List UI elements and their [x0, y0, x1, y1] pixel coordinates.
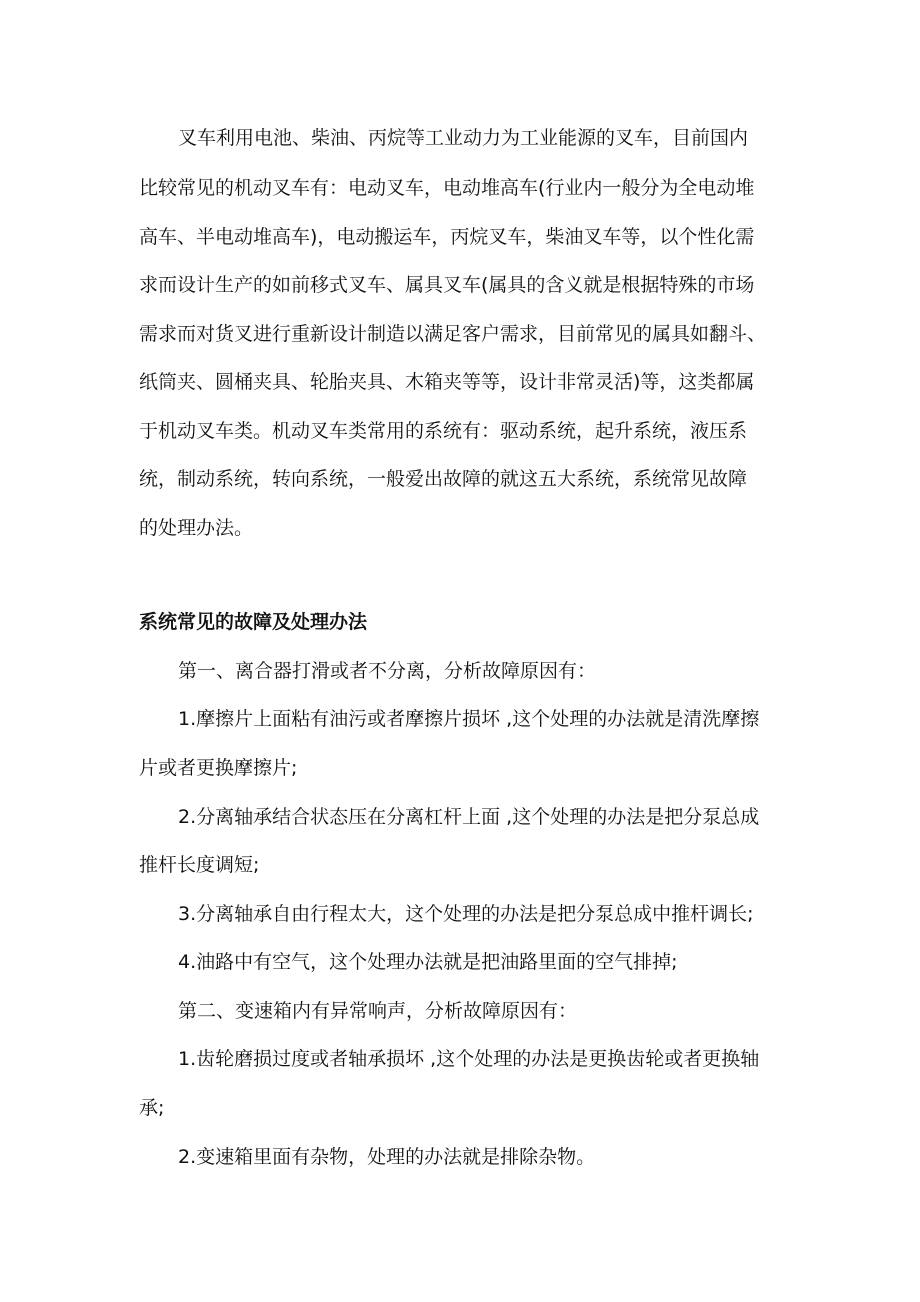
- intro-line: 统，制动系统，转向系统，一般爱出故障的就这五大系统，系统常见故障: [139, 468, 748, 490]
- intro-line: 高车、半电动堆高车)，电动搬运车，丙烷叉车，柴油叉车等，以个性化需: [139, 226, 755, 248]
- body-line: 2.变速箱里面有杂物，处理的办法就是排除杂物。: [178, 1146, 596, 1168]
- intro-line: 叉车利用电池、柴油、丙烷等工业动力为工业能源的叉车，目前国内: [178, 127, 749, 149]
- intro-line: 比较常见的机动叉车有：电动叉车，电动堆高车(行业内一般分为全电动堆: [139, 177, 755, 199]
- intro-line: 需求而对货叉进行重新设计制造以满足客户需求，目前常见的属具如翻斗、: [139, 323, 767, 345]
- body-line: 承;: [139, 1097, 165, 1119]
- intro-line: 的处理办法。: [139, 517, 254, 539]
- body-line: 第二、变速箱内有异常响声，分析故障原因有：: [178, 1000, 578, 1022]
- body-line: 1.摩擦片上面粘有油污或者摩擦片损坏 ,这个处理的办法就是清洗摩擦: [178, 708, 760, 730]
- body-line: 2.分离轴承结合状态压在分离杠杆上面 ,这个处理的办法是把分泵总成: [178, 806, 760, 828]
- body-line: 4.油路中有空气，这个处理办法就是把油路里面的空气排掉;: [178, 951, 678, 973]
- intro-line: 纸筒夹、圆桶夹具、轮胎夹具、木箱夹等等，设计非常灵活)等，这类都属: [139, 371, 755, 393]
- body-line: 推杆长度调短;: [139, 854, 260, 876]
- body-line: 3.分离轴承自由行程太大，这个处理的办法是把分泵总成中推杆调长;: [178, 903, 754, 925]
- intro-line: 于机动叉车类。机动叉车类常用的系统有：驱动系统，起升系统，液压系: [139, 420, 748, 442]
- section-heading: 系统常见的故障及处理办法: [139, 611, 368, 633]
- body-line: 片或者更换摩擦片;: [139, 757, 298, 779]
- body-line: 1.齿轮磨损过度或者轴承损坏 ,这个处理的办法是更换齿轮或者更换轴: [178, 1048, 760, 1070]
- body-line: 第一、离合器打滑或者不分离，分析故障原因有：: [178, 660, 597, 682]
- intro-line: 求而设计生产的如前移式叉车、属具叉车(属具的含义就是根据特殊的市场: [139, 274, 755, 296]
